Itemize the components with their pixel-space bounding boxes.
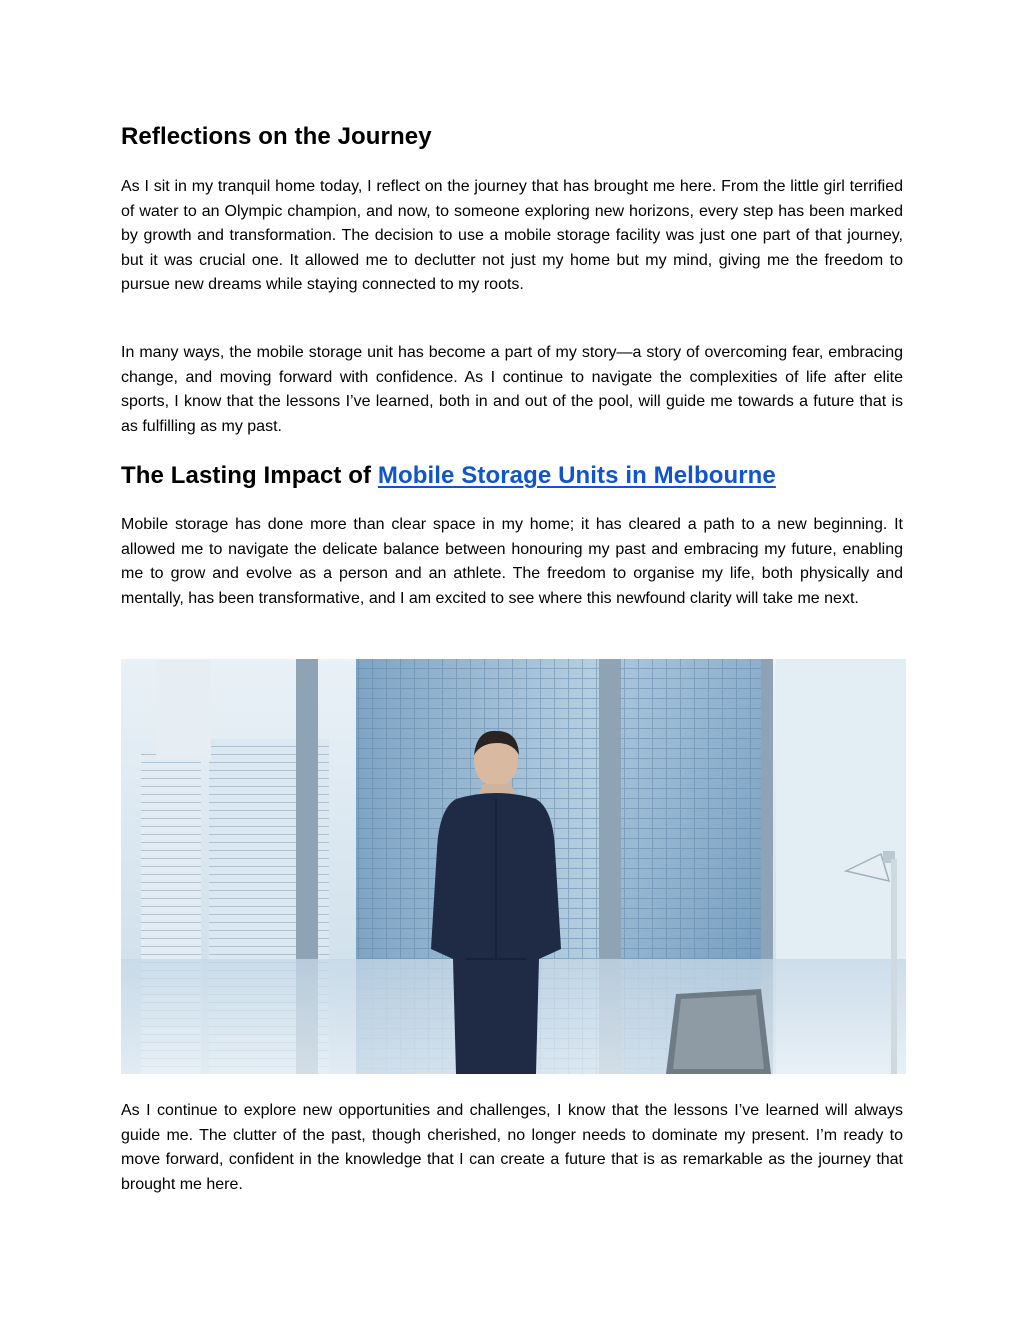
heading-prefix: The Lasting Impact of	[121, 462, 378, 489]
paragraph-lasting-impact: Mobile storage has done more than clear space in my home; it has cleared a path to a new beginning. It allowed me to navigate the delicate balance between honouring my past and embracing my future, enabling me to grow and evolve as a person and an athlete. The freedom to organise my life, both physically and mentally, has been transformative, and I am excited to see where this newfound clarity will take me next.	[121, 516, 903, 607]
laptop-icon	[666, 989, 771, 1074]
section-heading-lasting-impact	[121, 461, 903, 491]
mobile-storage-link[interactable]: Mobile Storage Units in Melbourne	[377, 462, 776, 489]
section-heading-reflections: Reflections on the Journey	[121, 123, 432, 150]
paragraph-reflection-2: In many ways, the mobile storage unit has become a part of my story—a story of overcoming fear, embracing change, and moving forward with confidence. As I continue to navigate the complexities of life after elite sports, I know that the lessons I’ve learned, both in and out of the pool, will guide me towards a future that is as fulfilling as my past.	[121, 344, 903, 435]
paragraph-reflection-1: As I sit in my tranquil home today, I reflect on the journey that has brought me here. From the little girl terrified of water to an Olympic champion, and now, to someone exploring new horizons, every step has been marked by growth and transformation. The decision to use a mobile storage facility was just one part of that journey, but it was crucial one. It allowed me to declutter not just my home but my mind, giving me the freedom to pursue new dreams while staying connected to my roots.	[121, 178, 903, 293]
businessman-window-photo	[121, 659, 906, 1074]
paragraph-closing: As I continue to explore new opportunities and challenges, I know that the lessons I’ve learned will always guide me. The clutter of the past, though cherished, no longer needs to dominate my present. I’m ready to move forward, confident in the knowledge that I can create a future that is as remarkable as the journey that brought me here.	[121, 1102, 903, 1193]
